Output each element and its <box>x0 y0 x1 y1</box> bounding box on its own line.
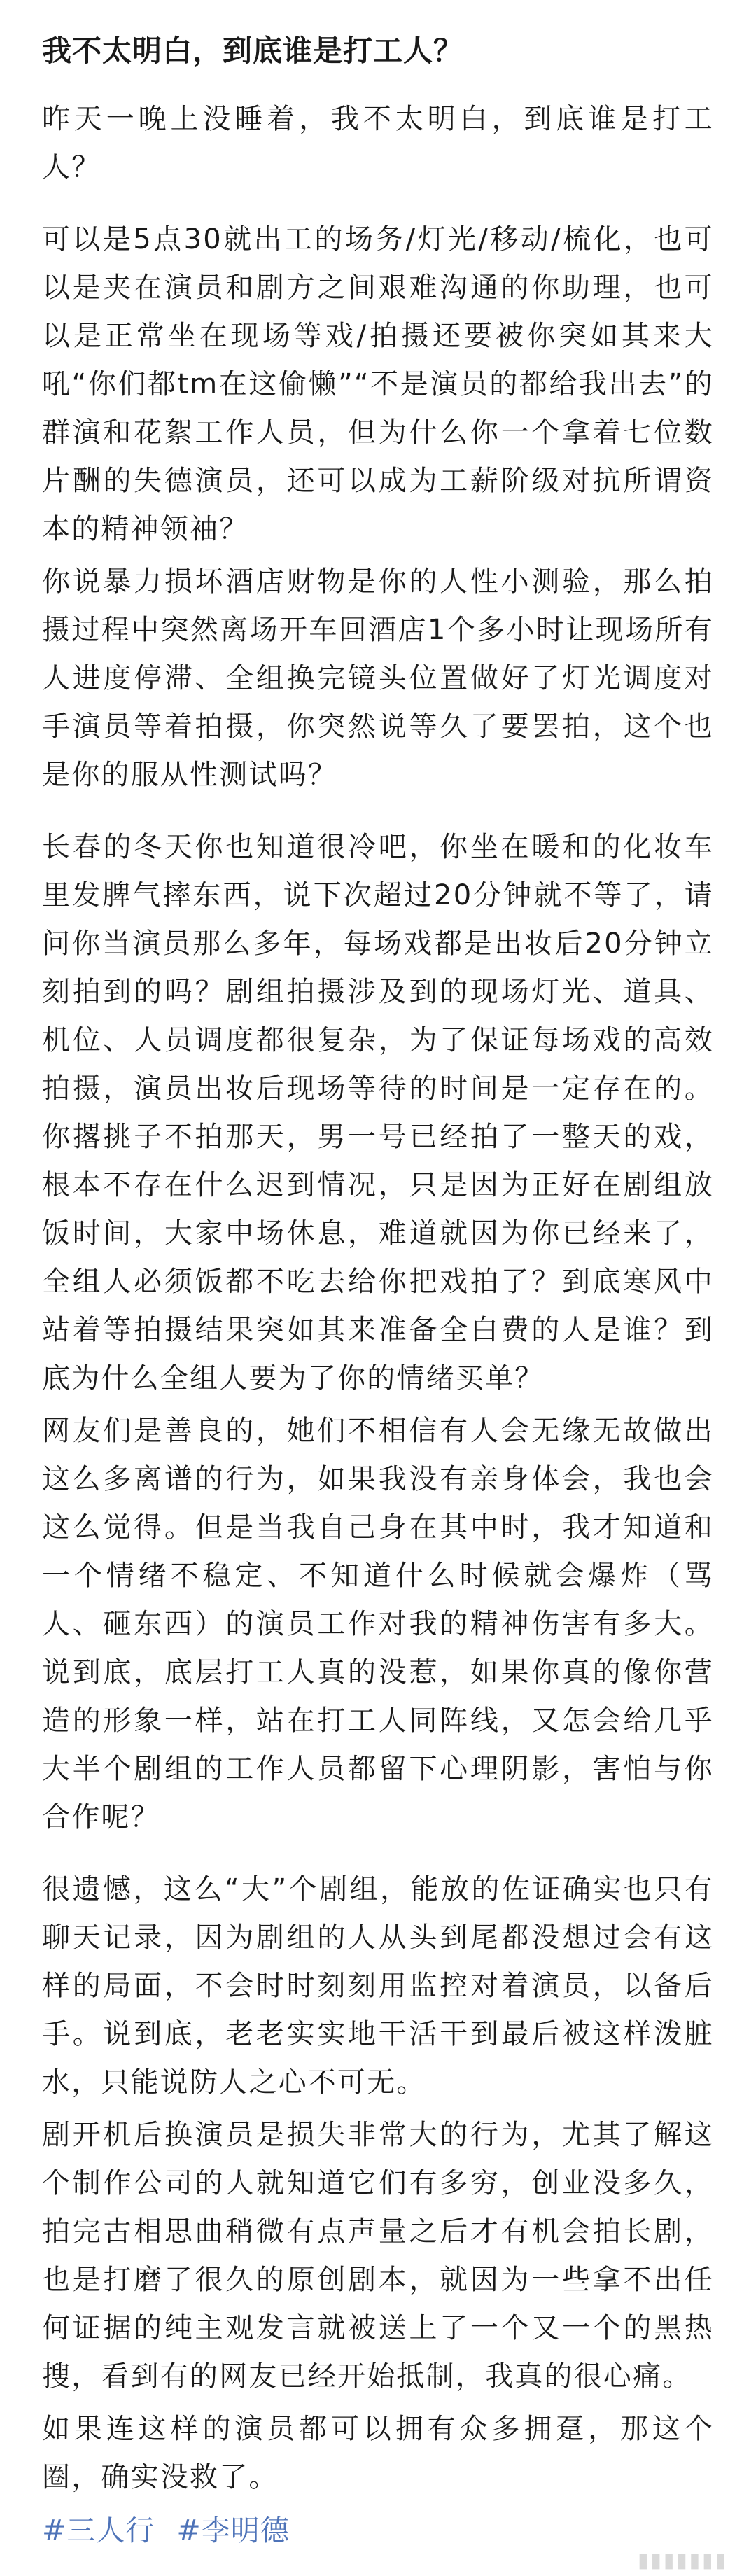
hashtag-link[interactable]: #三人行 <box>42 2514 155 2547</box>
post-paragraph-4: 长春的冬天你也知道很冷吧，你坐在暖和的化妆车里发脾气摔东西，说下次超过20分钟就不等了，请问你当演员那么多年，每场戏都是出妆后20分钟立刻拍到的吗？剧组拍摄涉及到的现场灯光、道具、机位、人员调度都很复杂，为了保证每场戏的高效拍摄，演员出妆后现场等待的时间是一定存在的。你撂挑子不拍那天，男一号已经拍了一整天的戏，根本不存在什么迟到情况，只是因为正好在剧组放饭时间，大家中场休息，难道就因为你已经来了，全组人必须饭都不吃去给你把戏拍了？到底寒风中站着等拍摄结果突如其来准备全白费的人是谁？到底为什么全组人要为了你的情绪买单？ <box>42 831 714 1394</box>
hashtag-list <box>42 2506 714 2555</box>
post-paragraph-8: 如果连这样的演员都可以拥有众多拥趸，那这个圈，确实没救了。 <box>42 2413 714 2493</box>
post-paragraph-2: 可以是5点30就出工的场务/灯光/移动/梳化，也可以是夹在演员和剧方之间艰难沟通的你助理，也可以是正常坐在现场等戏/拍摄还要被你突如其来大吼“你们都tm在这偷懒”“不是演员的都给我出去”的群演和花絮工作人员，但为什么你一个拿着七位数片酬的失德演员，还可以成为工薪阶级对抗所谓资本的精神领袖？ <box>42 223 714 545</box>
watermark: ▮▮▮▮▮▮▮ <box>638 2549 728 2572</box>
post-paragraph-5: 网友们是善良的，她们不相信有人会无缘无故做出这么多离谱的行为，如果我没有亲身体会，我也会这么觉得。但是当我自己身在其中时，我才知道和一个情绪不稳定、不知道什么时候就会爆炸（骂人、砸东西）的演员工作对我的精神伤害有多大。说到底，底层打工人真的没惹，如果你真的像你营造的形象一样，站在打工人同阵线，又怎会给几乎大半个剧组的工作人员都留下心理阴影，害怕与你合作呢？ <box>42 1415 714 1833</box>
post-paragraph-7: 剧开机后换演员是损失非常大的行为，尤其了解这个制作公司的人就知道它们有多穷，创业没多久，拍完古相思曲稍微有点声量之后才有机会拍长剧，也是打磨了很久的原创剧本，就因为一些拿不出任何证据的纯主观发言就被送上了一个又一个的黑热搜，看到有的网友已经开始抵制，我真的很心痛。 <box>42 2119 714 2393</box>
post-paragraph-3: 你说暴力损坏酒店财物是你的人性小测验，那么拍摄过程中突然离场开车回酒店1个多小时让现场所有人进度停滞、全组换完镜头位置做好了灯光调度对手演员等着拍摄，你突然说等久了要罢拍，这个也是你的服从性测试吗？ <box>42 566 714 791</box>
hashtag-link[interactable]: #李明德 <box>176 2514 290 2547</box>
post-paragraph-6: 很遗憾，这么“大”个剧组，能放的佐证确实也只有聊天记录，因为剧组的人从头到尾都没想过会有这样的局面，不会时时刻刻用监控对着演员，以备后手。说到底，老老实实地干活干到最后被这样泼脏水，只能说防人之心不可无。 <box>42 1873 714 2099</box>
post-paragraph-1: 昨天一晚上没睡着，我不太明白，到底谁是打工人？ <box>42 103 714 183</box>
post-title: 我不太明白，到底谁是打工人？ <box>42 34 464 68</box>
